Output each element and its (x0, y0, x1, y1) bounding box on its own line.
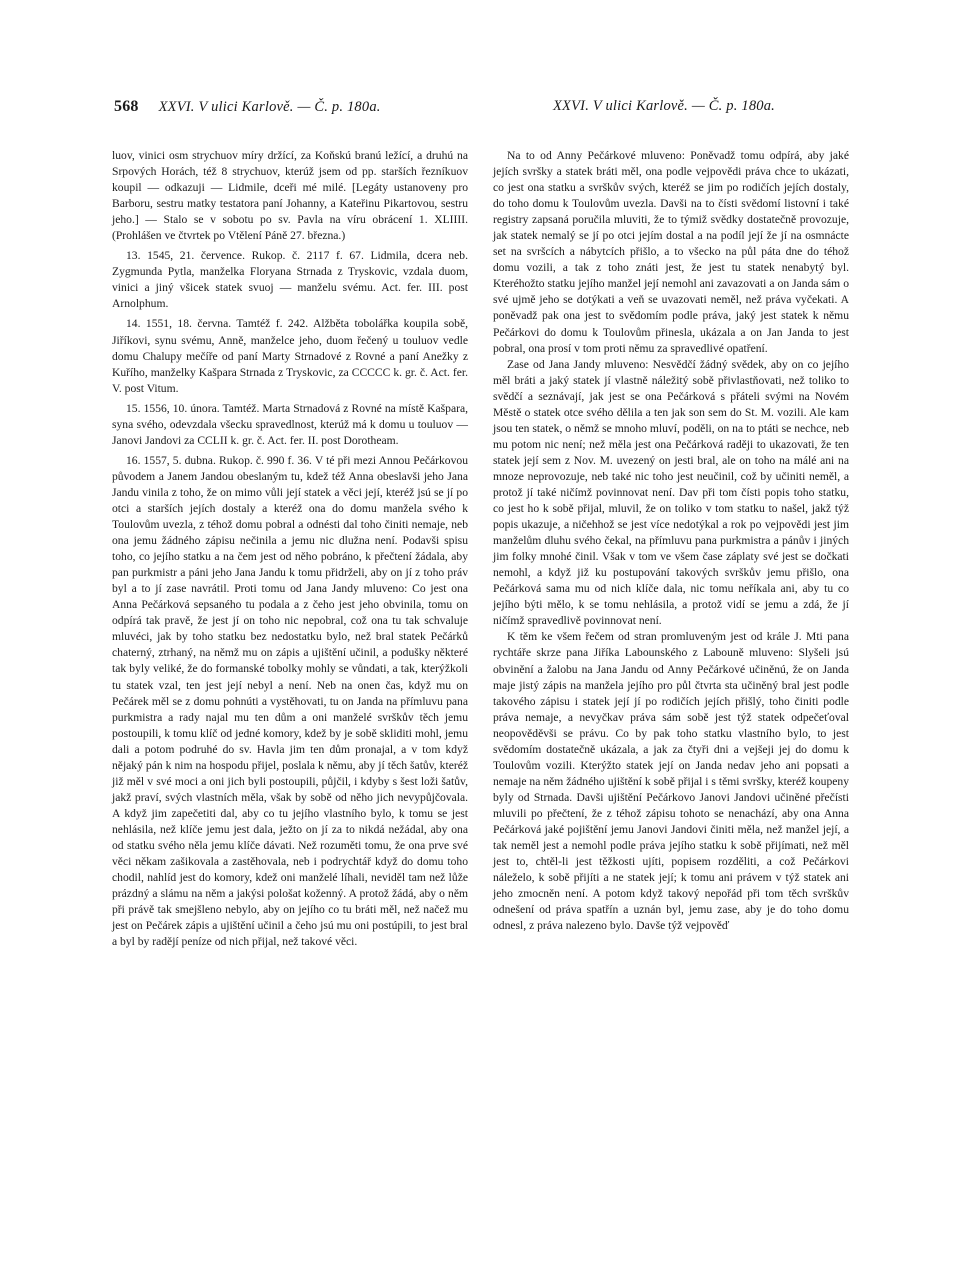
running-title-right: XXVI. V ulici Karlově. — Č. p. 180a. (553, 98, 775, 114)
paragraph: Na to od Anny Pečárkové mluveno: Poněvadž tomu odpírá, aby jaké jejích svršky a statek bráti měl, ona podle vejpovědi práva chce to ukázati, co jest ona statku a svrškův svých, kteréž se jim po rodičích jejích dostaly, do toho domu k Toulovům uvezla. Davši na to čísti svědomí listovní i také registry zapsaná poručila mluviti, že to týmiž svědky dostatečně provozuje, jak statek nemalý se jí po otci jejím dostal a na podíl její že jí na osmnácte set na svršcích a nábytcích přišlo, a to všecko na půl páta dne do téhož domu vozili, a tak z toho znáti jest, že jest tu statek nenabytý byl. Kteréhožto statku jejího manžel její nemohl ani zavazovati a on Janda sám o své ujmě jeho se dotýkati a veň se uvazovati neměl, než práva vyčekati. A poněvadž pak ona jest to svědomím podle práva, jaký jest statek k němu Pečárkovi do domu k Toulovům přinesla, ukázala a on Jan Janda to jest pobral, ona prosí v tom proti němu za spravedlivé opatření. (493, 149, 849, 355)
paragraph: K těm ke všem řečem od stran promluveným jest od krále J. Mti pana rychtáře skrze pana Jiříka Labounského z Labouně mluveno: Slyšeli jsú obvinění a žalobu na Jana Jandu od Anny Pečárkové učiněnú, že on Janda maje jistý zápis na manžela jejího pro půl čtvrta sta učiněný bral jest podle takového zápisu i statek její jí po rodičích jejích přišlý, toho činiti podle práva nemaje, a nevyčkav práva sám sobě jest týž statek odpečeťoval neopověděvši se právu. Co by pak toho statku vlastního bylo, to jest svědomím dostatečně ukázala, a jak za čtyři dni a vejšeji jej do domu k Toulovům vozili. Kterýžto statek její on Janda nedav jeho ani popsati a nemaje na něm žádného ujištění k sobě přijal i s těmi svršky, kteréž koupeny byly od Strnada. Davši ujištění Pečárkovo Janovi Jandovi učiněné přečísti mluvili po přečtení, že z téhož zápisu tohoto se nenachází, aby ona Anna Pečárková jaké pojištění jemu Janovi Jandovi činiti měla, než manžel její, a tak neměl jest a nemohl podle práva jejího statku k sobě přijímati, než měl jest to, chtěl-li jest těžkosti ujíti, popisem rozděliti, a což Pečárkovi náleželo, k sobě přijíti a ne statek její; k tomu ani právem v týž statek ani jeho zmocněn není. A potom když takový nepořád při tom těch svrškův odnešení od práva spatřín a uznán byl, jemu zase, aby je do toho domu odnesl, z práva nalezeno bylo. Davše týž vejpověď (493, 630, 849, 933)
entry-14: 14. 1551, 18. června. Tamtéž f. 242. Alžběta tobolářka koupila sobě, Jiříkovi, synu svému, Anně, manželce jeho, duom řečený u touluov vedle domu Chalupy mečíře od paní Marty Strnadové z Rovné a paní Anežky z Kuřího, manželky Kašpara Strnada z Tryskovic, za CCCCC k. gr. č. Act. fer. V. post Vitum. (112, 317, 468, 395)
entry-15: 15. 1556, 10. února. Tamtéž. Marta Strnadová z Rovné na místě Kašpara, syna svého, odevzdala všecku spravedlnost, kterúž má k domu u touluov — Janovi Jandovi za CCLII k. gr. č. Act. fer. II. post Dorotheam. (112, 401, 468, 447)
entry-16: 16. 1557, 5. dubna. Rukop. č. 990 f. 36. V té při mezi Annou Pečárkovou původem a Janem Jandou obeslaným tu, kdež též Anna obeslavši jeho Jana Jandu vinila z toho, že on mimo vůli její statek a věci její, kteréž jsú se jí po otci a starších jejích dostaly a kteréž ona do domu manžela svého k Toulovům uvezla, z téhož domu pobral a odnésti dal toho činiti nemaje, neb ona jemu žádného zápisu nečinila a jemu nic dlužna není. Podavši spisu toho, co jejího statku a na čem jest od něho pobráno, k přečtení žádala, aby pan purkmistr a páni jeho Jana Jandu k tomu přidrželi, aby on jí z toho práv byl a to jí zase navrátil. Proti tomu od Jana Jandy mluveno: Co jest ona Anna Pečárková sepsaného tu podala a z čeho jest jeho obvinila, tomu on odpírá tak pravě, že jest jí on toho nic nepobral, což ona tu tak schvaluje mluvéci, jak by toho statku bez nedostatku bylo, než bral statek Pečárků chaterný, ztrhaný, na němž mu on zápis a ujištění učinil, a podušky některé tak byly veliké, že do formanské tobolky mohly se vůndati, a tak, kterýžkoli tu statek vzal, ten jest její nebyl a není. Neb na onen čas, když mu on Pečárek měl se z domu pohnúti a vystěhovati, tu on Janda na přímluvu pana purkmistra a rady najal mu ten dům a oni manželé svrškův těch jemu postoupili, k tomu klíč od jedné komory, kdež by je sobě skliditi mohl, jemu dali a potom podruhé do sv. Havla jim ten dům pronajal, a v tom když nějaký pán k nim na hospodu přijel, poslala k němu, aby jí těch šatův, kteréž již měl v své moci a oni jich byli postoupili, půjčil, i kdyby s šest loži šatův, jakž praví, svých vlastních měla, však by sobě od něho jich nevypůjčovala. A když jim zapečetiti dal, aby co tu jejího vlastního bylo, k tomu se jest nehlásila, než klíče jemu jest dala, ježto on jí za to nikdá nežádal, aby ona od statku svého něla jemu klíče dávati. Než rozuměti tomu, že ona prve své věci někam zašikovala a zastěhovala, neb i podrychtář když do domu toho chodil, nahlíd jest do komory, kdež oni manželé líhali, neviděl tam než lůže prázdný a slámu na něm a jakýsi pološat koženný. A protož žádá, aby o něm při právě tak smejšleno nebylo, aby on jejího co tu bráti měl, než načež mu jest on Pečárek zápis a ujištění učinil a čeho jsú mu oni postúpili, to jest bral a byl by radějí peníze od nich přijal, než takové věci. (112, 453, 468, 949)
paragraph: Zase od Jana Jandy mluveno: Nesvědčí žádný svědek, aby on co jejího měl bráti a jaký statek jí vlastně náležitý sobě přivlastňovati, než toliko to svědčí a seznávají, jak jest se ona Pečárková s přáteli svými na Novém Městě o statek otce svého dělila a ten jak son sem do St. M. vozili. Ale kam jsou ten statek, o němž se mnoho mluví, poděli, on na to ptáti se nechce, neb mu potom nic není; než měla jest ona Pečárková raději to ukazovati, že ten statek její sem z Nov. M. uvezený on jesti bral, ale on toho na málé ani na mnoze neprovozuje, neb také nic toho jest neučinil, což by učiniti neměl, a protož jí také ničímž povinnovat není. Dav při tom čísti popis toho statku, co jest ho k sobě přijal, mluvil, že on toliko v tom statku to našel, jakž týž popis ukazuje, a ničehhož se jest více nedotýkal a rok po vejpovědi jest jim manželům dluhu svého čekal, na přímluvu pana purkmistra a pánův i jiných jim folky mnohé činil. Však v tom ve všem čase záplaty své jest se dočkati nemohl, a když již ku postupování takových svrškův jemu přišlo, ona Pečárková sama mu od nich klíče dala, nic tomu neříkala ani, aby tu co jejího býti mělo, k se tomu nehlásila, a protož vidí se jemu a zdá, že jí ničímž spravedlivě povinnovat není. (493, 357, 849, 628)
running-head-left (114, 98, 381, 116)
left-column (112, 148, 468, 950)
running-head-right (553, 98, 775, 115)
paragraph: luov, vinici osm strychuov míry držící, za Koňskú branú ležící, a druhú na Srpových Horách, též 8 strychuov, kterúž jsem od pp. starších řezníkuov koupil — odkazuji — Lidmile, dceři mé milé. [Legáty ustanoveny pro Barboru, sestru matky testatora paní Johanny, a Kateřinu Pikartovou, sestru jeho.] — Stalo se v sobotu po sv. Pavla na víru obrácení 1. XLIIII. (Prohlášen ve čtvrtek po Vtělení Páně 27. března.) (112, 149, 468, 243)
entry-13: 13. 1545, 21. července. Rukop. č. 2117 f. 67. Lidmila, dcera neb. Zygmunda Pytla, manželka Floryana Strnada z Tryskovic, vzdala duom, vinici a jiný všicek statek svuoj — manželu svému. Act. fer. III. post Arnolphum. (112, 249, 468, 311)
right-column (493, 148, 849, 934)
running-title-left: XXVI. V ulici Karlově. — Č. p. 180a. (158, 99, 381, 115)
page-number: 568 (114, 98, 139, 115)
